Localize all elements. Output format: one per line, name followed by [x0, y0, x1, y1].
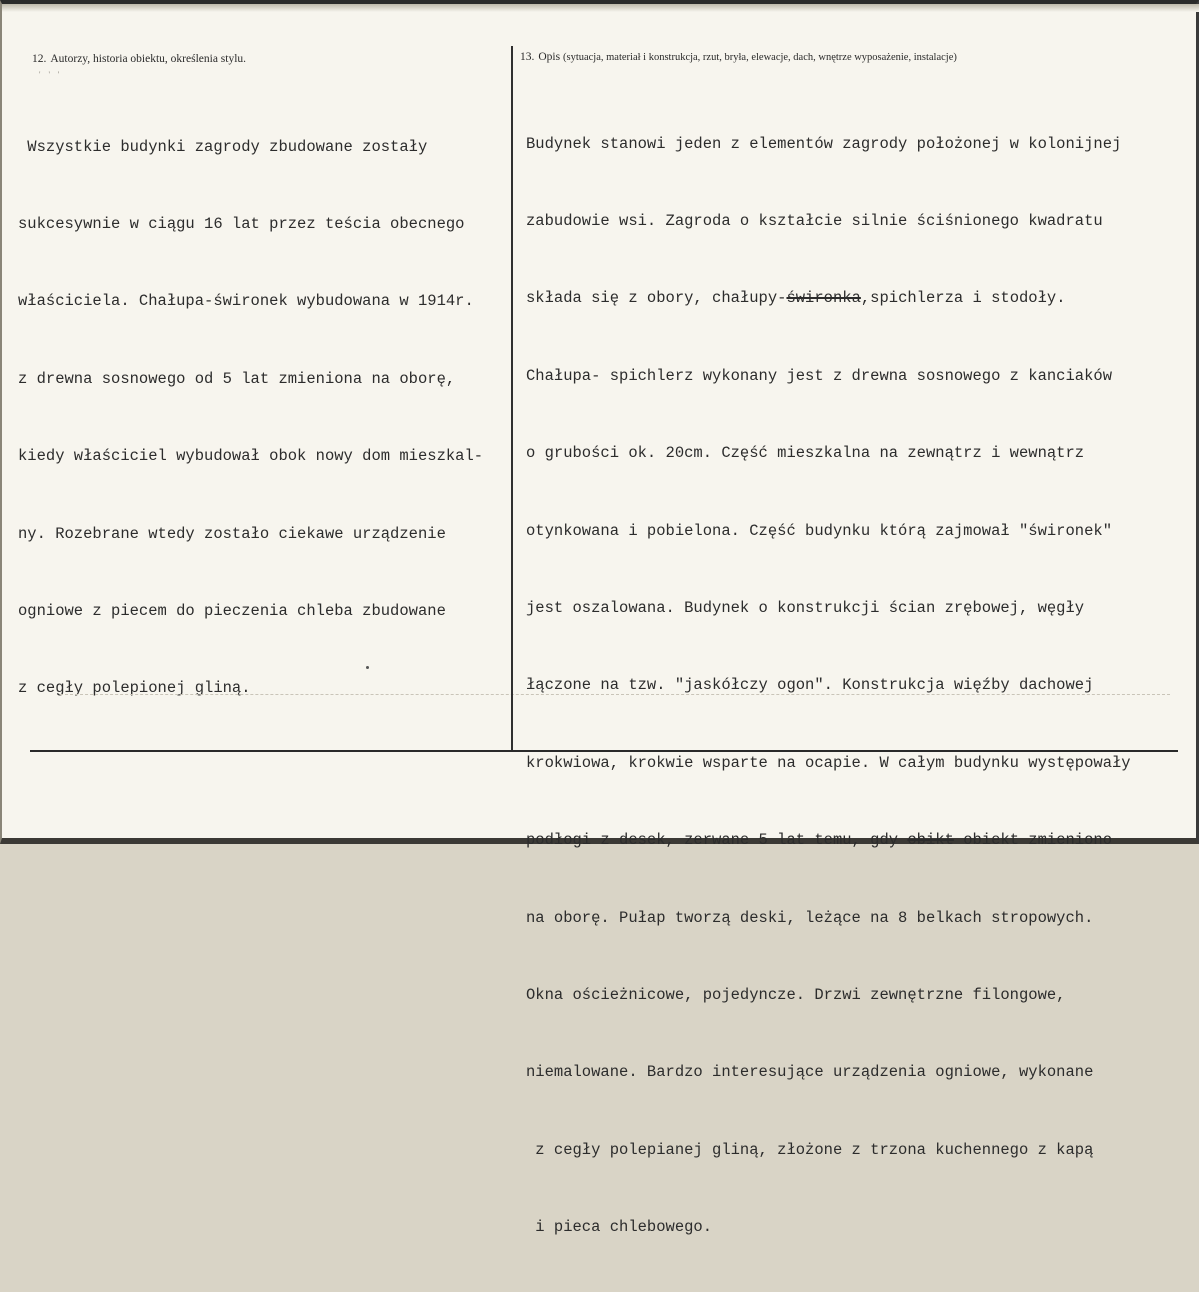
text-line: niemalowane. Bardzo interesujące urządzenia ogniowe, wykonane [526, 1063, 1094, 1082]
section-12-heading [32, 53, 246, 65]
section-13-subtitle: (sytuacja, materiał i konstrukcja, rzut, bryła, elewacje, dach, wnętrze wyposażenie, instalacje) [562, 52, 957, 63]
text-line: jest oszalowana. Budynek o konstrukcji ścian zrębowej, węgły [526, 598, 1085, 617]
text-line: Okna ościeżnicowe, pojedyncze. Drzwi zewnętrzne filongowe, [526, 985, 1066, 1004]
section-12-title: Autorzy, historia obiektu, określenia stylu. [50, 53, 247, 65]
ink-dot [366, 666, 369, 669]
bottom-rule [30, 750, 1178, 752]
text-line [526, 828, 1131, 854]
faint-guide-line [60, 694, 1170, 695]
text-line: ny. Rozebrane wtedy zostało ciekawe urządzenie [18, 524, 446, 543]
text-line: Budynek stanowi jeden z elementów zagrody położonej w kolonijnej [526, 134, 1122, 153]
text-line: na oborę. Pułap tworzą deski, leżące na 8 belkach stropowych. [526, 908, 1094, 927]
column-divider [511, 46, 513, 751]
text-fragment: ,spichlerza i stodoły. [860, 289, 1066, 308]
text-line: zabudowie wsi. Zagroda o kształcie silnie ściśnionego kwadratu [526, 211, 1103, 230]
section-13-body [526, 80, 1131, 1292]
text-line: ogniowe z piecem do pieczenia chleba zbudowane [18, 601, 446, 620]
section-13-number: 13. [520, 51, 535, 63]
text-line: sukcesywnie w ciągu 16 lat przez teścia obecnego [18, 214, 465, 233]
struck-word: świronka [786, 289, 861, 308]
text-line: z cegły polepionej gliną. [18, 679, 251, 698]
text-line: łączone na tzw. "jaskółczy ogon". Konstrukcja więźby dachowej [526, 676, 1094, 695]
scan-artifact-mark: ' ' ' [39, 70, 63, 79]
text-line: otynkowana i pobielona. Część budynku którą zajmował "świronek" [526, 521, 1112, 540]
text-line: Chałupa- spichlerz wykonany jest z drewna sosnowego z kanciaków [526, 366, 1112, 385]
text-fragment: obiekt zmieniono [953, 831, 1113, 850]
text-line [526, 286, 1131, 312]
text-line: Wszystkie budynki zagrody zbudowane zostały [18, 137, 428, 156]
text-line: o grubości ok. 20cm. Część mieszkalna na zewnątrz i wewnątrz [526, 444, 1085, 463]
scan-top-shadow [2, 4, 1199, 12]
text-line: właściciela. Chałupa-świronek wybudowana w 1914r. [18, 292, 474, 311]
section-12-body [18, 83, 483, 754]
section-13-heading [520, 51, 957, 63]
text-line: krokwiowa, krokwie wsparte na ocapie. W całym budynku występowały [526, 753, 1131, 772]
text-line: z drewna sosnowego od 5 lat zmieniona na oborę, [18, 369, 456, 388]
section-12-number: 12. [32, 53, 47, 65]
text-line: kiedy właściciel wybudował obok nowy dom mieszkal- [18, 447, 484, 466]
text-fragment: podłogi z desek, zerwane 5 lat temu, gdy [526, 831, 908, 850]
section-13-title: Opis [538, 51, 561, 63]
text-fragment: składa się z obory, chałupy- [526, 289, 787, 308]
struck-word: obikt [907, 831, 954, 850]
text-line: z cegły polepianej gliną, złożone z trzona kuchennego z kapą [526, 1140, 1094, 1159]
text-line: i pieca chlebowego. [526, 1218, 713, 1237]
